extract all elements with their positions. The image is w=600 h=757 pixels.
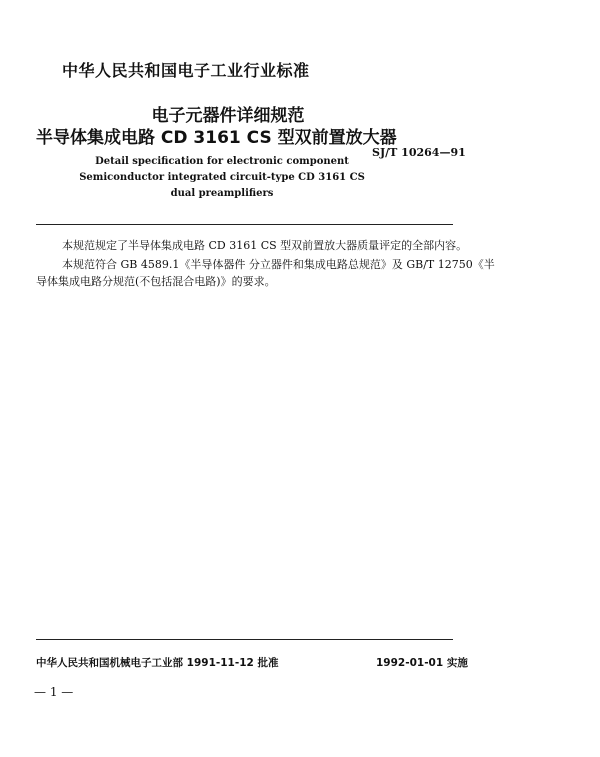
title-english-line-1: Detail specification for electronic component <box>95 156 349 167</box>
effective-date: 1992-01-01 实施 <box>376 657 468 669</box>
approval-statement: 中华人民共和国机械电子工业部 1991-11-12 批准 <box>36 657 279 669</box>
title-chinese-line-2: 半导体集成电路 CD 3161 CS 型双前置放大器 <box>36 128 397 148</box>
standard-number: SJ/T 10264—91 <box>372 146 466 159</box>
body-paragraph-2-line-1: 本规范符合 GB 4589.1《半导体器件 分立器件和集成电路总规范》及 GB/T 12750《半 <box>62 258 495 271</box>
page-number: — 1 — <box>34 685 74 699</box>
ministry-header: 中华人民共和国电子工业行业标准 <box>62 61 310 80</box>
bottom-divider <box>36 639 453 640</box>
top-divider <box>36 224 453 225</box>
title-english-line-2: Semiconductor integrated circuit-type CD 3161 CS <box>79 172 365 183</box>
title-chinese-line-1: 电子元器件详细规范 <box>151 106 305 126</box>
body-paragraph-1: 本规范规定了半导体集成电路 CD 3161 CS 型双前置放大器质量评定的全部内容。 <box>62 239 468 252</box>
title-english-line-3: dual preamplifiers <box>170 188 274 199</box>
body-paragraph-2-line-2: 导体集成电路分规范(不包括混合电路)》的要求。 <box>36 275 276 288</box>
